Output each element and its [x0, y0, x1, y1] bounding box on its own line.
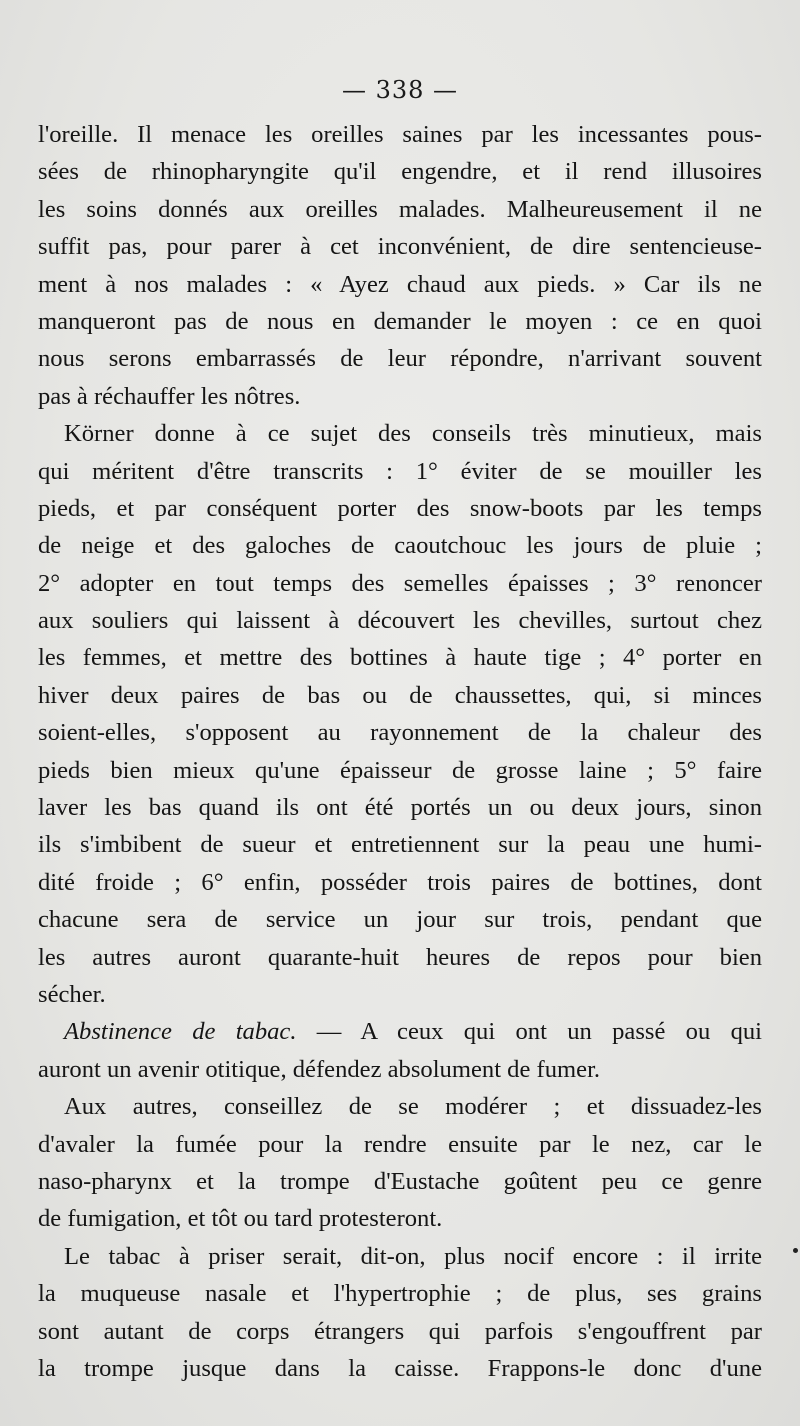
text-line [38, 1013, 762, 1050]
text-line: ment à nos malades : « Ayez chaud aux pieds. » Car ils ne [38, 270, 762, 298]
text-line: Körner donne à ce sujet des conseils très minutieux, mais [64, 420, 762, 448]
text-line: de fumigation, et tôt ou tard protesteront. [38, 1205, 443, 1233]
text-line: aux souliers qui laissent à découvert les chevilles, surtout chez [38, 607, 762, 635]
text-line: qui méritent d'être transcrits : 1° éviter de se mouiller les [38, 457, 762, 485]
text-line: l'oreille. Il menace les oreilles saines par les incessantes pous- [38, 121, 762, 148]
text-line: hiver deux paires de bas ou de chaussettes, qui, si minces [38, 681, 762, 709]
text-line: Le tabac à priser serait, dit-on, plus nocif encore : il irrite [64, 1242, 762, 1270]
text-line: nous serons embarrassés de leur répondre, n'arrivant souvent [38, 345, 762, 373]
text-line: d'avaler la fumée pour la rendre ensuite par le nez, car le [38, 1130, 762, 1158]
text-line: auront un avenir otitique, défendez absolument de fumer. [38, 1055, 601, 1083]
text-line: pieds, et par conséquent porter des snow-boots par les temps [38, 494, 762, 522]
text-line: sées de rhinopharyngite qu'il engendre, et il rend illusoires [38, 158, 762, 186]
text-line: les soins donnés aux oreilles malades. Malheureusement il ne [38, 195, 762, 223]
body-text [38, 116, 762, 1387]
text-line: chacune sera de service un jour sur trois, pendant que [38, 906, 762, 934]
text-line: les autres auront quarante-huit heures de repos pour bien [38, 943, 762, 971]
edge-mark [793, 1248, 798, 1253]
text-line: Aux autres, conseillez de se modérer ; et dissuadez-les [64, 1093, 762, 1121]
text-line: ils s'imbibent de sueur et entretiennent sur la peau une humi- [38, 831, 762, 859]
text-line: pieds bien mieux qu'une épaisseur de grosse laine ; 5° faire [38, 756, 762, 784]
page-number: — 338 — [341, 76, 459, 104]
section-heading: Abstinence de tabac. [64, 1018, 297, 1046]
text-line: la trompe jusque dans la caisse. Frappons-le donc d'une [38, 1354, 762, 1382]
text-span: — A ceux qui ont un passé ou qui [296, 1018, 762, 1046]
text-line: dité froide ; 6° enfin, posséder trois paires de bottines, dont [38, 868, 762, 896]
text-line: sécher. [38, 980, 106, 1008]
text-line: les femmes, et mettre des bottines à haute tige ; 4° porter en [38, 644, 762, 672]
text-line: la muqueuse nasale et l'hypertrophie ; de plus, ses grains [38, 1280, 762, 1308]
text-line: de neige et des galoches de caoutchouc les jours de pluie ; [38, 532, 762, 560]
text-line: laver les bas quand ils ont été portés un ou deux jours, sinon [38, 794, 762, 822]
text-line: manqueront pas de nous en demander le moyen : ce en quoi [38, 307, 762, 335]
text-line: sont autant de corps étrangers qui parfois s'engouffrent par [38, 1317, 762, 1345]
text-line: suffit pas, pour parer à cet inconvénient, de dire sentencieuse- [38, 233, 762, 261]
text-line: soient-elles, s'opposent au rayonnement de la chaleur des [38, 719, 762, 747]
text-line: 2° adopter en tout temps des semelles épaisses ; 3° renoncer [38, 569, 762, 597]
text-line: naso-pharynx et la trompe d'Eustache goûtent peu ce genre [38, 1167, 762, 1195]
text-line: pas à réchauffer les nôtres. [38, 382, 301, 410]
